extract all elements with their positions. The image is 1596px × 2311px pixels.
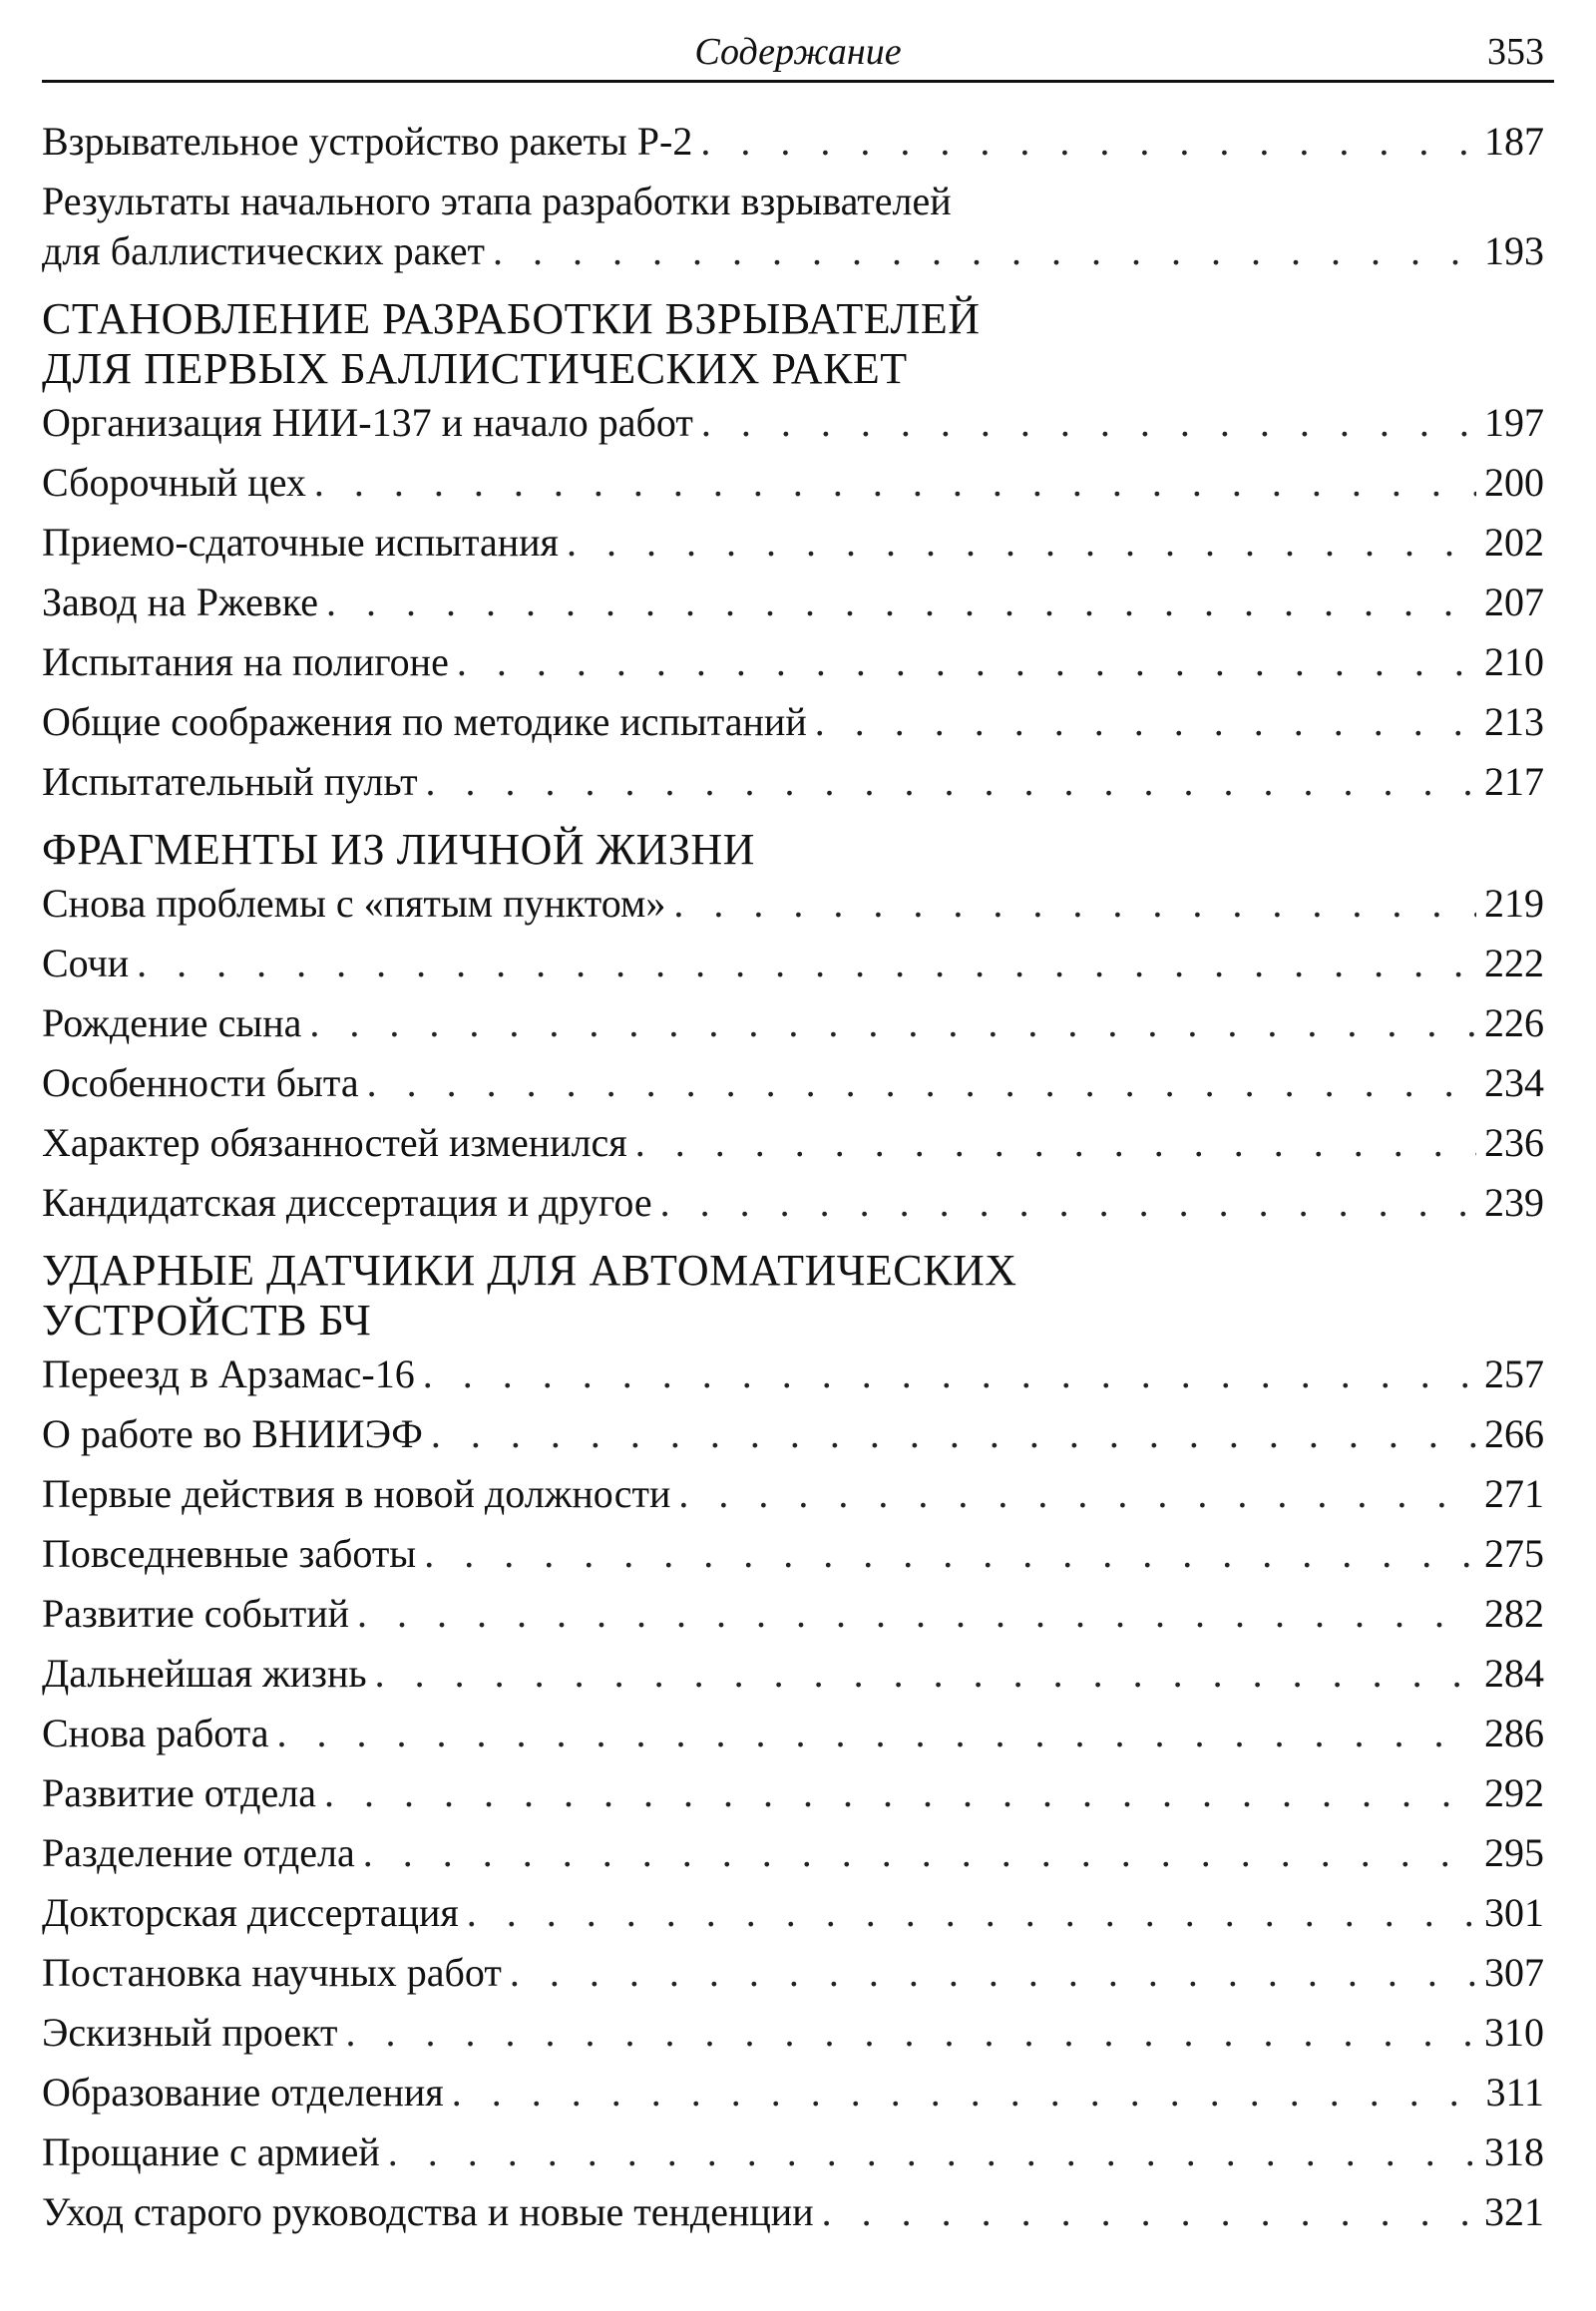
toc-entry xyxy=(42,757,1554,807)
toc-entry xyxy=(42,398,1554,448)
section-heading-line: СТАНОВЛЕНИЕ РАЗРАБОТКИ ВЗРЫВАТЕЛЕЙ xyxy=(42,294,981,343)
toc-entry-title: Снова работа xyxy=(42,1711,269,1755)
toc-entry-page: 222 xyxy=(1484,941,1544,985)
dot-leader xyxy=(346,2008,1476,2058)
toc-entry xyxy=(42,1178,1554,1228)
dot-leader xyxy=(424,1529,1476,1579)
toc-entry xyxy=(42,458,1554,508)
running-title: Содержание xyxy=(694,31,902,73)
toc-entry xyxy=(42,518,1554,568)
toc-entry xyxy=(42,578,1554,627)
dot-leader xyxy=(815,697,1476,747)
dot-leader xyxy=(567,518,1476,568)
toc-entry-page: 295 xyxy=(1484,1830,1544,1875)
table-of-contents xyxy=(42,117,1554,2237)
dot-leader xyxy=(388,2127,1476,2177)
dot-leader xyxy=(326,578,1476,627)
toc-entry-title: Завод на Ржевке xyxy=(42,579,318,624)
toc-entry-page: 321 xyxy=(1484,2189,1544,2234)
dot-leader xyxy=(309,998,1476,1048)
toc-entry xyxy=(42,1409,1554,1459)
toc-entry-title: Рождение сына xyxy=(42,1000,302,1045)
dot-leader xyxy=(363,1828,1476,1878)
toc-entry-page: 234 xyxy=(1484,1060,1544,1105)
toc-entry-title: Развитие отдела xyxy=(42,1770,316,1815)
section-heading xyxy=(42,294,1554,394)
section-heading-line: ФРАГМЕНТЫ ИЗ ЛИЧНОЙ ЖИЗНИ xyxy=(42,825,755,874)
toc-entry xyxy=(42,1709,1554,1758)
toc-entry-title: Переезд в Арзамас-16 xyxy=(42,1351,415,1396)
toc-entry-page: 197 xyxy=(1484,400,1544,445)
dot-leader xyxy=(493,226,1476,276)
toc-entry-title: Общие соображения по методике испытаний xyxy=(42,699,807,744)
toc-entry xyxy=(42,879,1554,929)
toc-entry-title: Прощание с армией xyxy=(42,2129,380,2174)
section-heading-line: ДЛЯ ПЕРВЫХ БАЛЛИСТИЧЕСКИХ РАКЕТ xyxy=(42,344,908,393)
toc-entry-page: 301 xyxy=(1484,1890,1544,1935)
dot-leader xyxy=(678,1469,1476,1519)
running-header xyxy=(42,30,1554,83)
toc-entry-page: 213 xyxy=(1484,699,1544,744)
dot-leader xyxy=(314,458,1476,508)
toc-entry-page: 226 xyxy=(1484,1000,1544,1045)
dot-leader xyxy=(452,2068,1478,2118)
toc-entry-title: Взрывательное устройство ракеты Р-2 xyxy=(42,119,693,164)
dot-leader xyxy=(673,879,1476,929)
toc-entry-title: О работе во ВНИИЭФ xyxy=(42,1411,423,1456)
dot-leader xyxy=(277,1709,1477,1758)
toc-entry-title: Испытательный пульт xyxy=(42,759,418,804)
toc-entry-page: 217 xyxy=(1484,759,1544,804)
toc-entry xyxy=(42,1469,1554,1519)
toc-entry-title: Испытания на полигоне xyxy=(42,639,449,684)
toc-entry-page: 200 xyxy=(1484,460,1544,505)
toc-entry-page: 202 xyxy=(1484,520,1544,565)
section-heading-line: УДАРНЫЕ ДАТЧИКИ ДЛЯ АВТОМАТИЧЕСКИХ xyxy=(42,1246,1017,1295)
toc-entry-page: 311 xyxy=(1485,2070,1544,2115)
toc-entry-page: 282 xyxy=(1484,1591,1544,1636)
toc-entry-title: Образование отделения xyxy=(42,2070,444,2115)
dot-leader xyxy=(701,398,1476,448)
toc-entry-title: Сборочный цех xyxy=(42,460,306,505)
toc-entry xyxy=(42,2127,1554,2177)
toc-entry xyxy=(42,1349,1554,1399)
toc-entry-page: 307 xyxy=(1484,1950,1544,1995)
toc-entry-page: 275 xyxy=(1484,1531,1544,1576)
toc-entry-page: 286 xyxy=(1484,1711,1544,1755)
toc-entry-page: 187 xyxy=(1484,119,1544,164)
dot-leader xyxy=(510,1948,1476,1998)
dot-leader xyxy=(426,757,1476,807)
toc-entry-page: 236 xyxy=(1484,1120,1544,1165)
toc-entry xyxy=(42,2008,1554,2058)
dot-leader xyxy=(375,1649,1476,1699)
dot-leader xyxy=(635,1118,1476,1168)
toc-entry-title: Повседневные заботы xyxy=(42,1531,417,1576)
section-heading-line: УСТРОЙСТВ БЧ xyxy=(42,1296,372,1345)
toc-entry xyxy=(42,637,1554,687)
dot-leader xyxy=(457,637,1476,687)
dot-leader xyxy=(423,1349,1476,1399)
toc-entry-page: 292 xyxy=(1484,1770,1544,1815)
toc-entry-title: Эскизный проект xyxy=(42,2010,338,2055)
toc-entry-page: 210 xyxy=(1484,639,1544,684)
toc-entry-page: 266 xyxy=(1484,1411,1544,1456)
toc-entry-title-line1: Результаты начального этапа разработки взрывателей xyxy=(42,179,952,223)
toc-entry-title: Приемо-сдаточные испытания xyxy=(42,520,559,565)
toc-entry xyxy=(42,1948,1554,1998)
toc-entry-page: 207 xyxy=(1484,579,1544,624)
toc-entry-page: 219 xyxy=(1484,881,1544,926)
toc-entry xyxy=(42,177,1554,276)
toc-entry xyxy=(42,1888,1554,1938)
dot-leader xyxy=(700,117,1476,167)
toc-entry-title: Уход старого руководства и новые тенденции xyxy=(42,2189,814,2234)
toc-sections xyxy=(42,294,1554,2237)
toc-entry xyxy=(42,117,1554,167)
toc-entry-title: Особенности быта xyxy=(42,1060,359,1105)
section-heading xyxy=(42,825,1554,875)
toc-entry-page: 257 xyxy=(1484,1351,1544,1396)
page-number: 353 xyxy=(1487,31,1544,73)
toc-entry xyxy=(42,998,1554,1048)
toc-entry xyxy=(42,1649,1554,1699)
dot-leader xyxy=(467,1888,1476,1938)
toc-entry xyxy=(42,1058,1554,1108)
toc-entry xyxy=(42,1118,1554,1168)
toc-entry-title: Организация НИИ-137 и начало работ xyxy=(42,400,693,445)
toc-entry-page: 318 xyxy=(1484,2129,1544,2174)
toc-entry xyxy=(42,1828,1554,1878)
toc-entry xyxy=(42,697,1554,747)
toc-entry-title: Сочи xyxy=(42,941,130,985)
dot-leader xyxy=(822,2187,1476,2237)
toc-entry xyxy=(42,2187,1554,2237)
toc-entry-title: Постановка научных работ xyxy=(42,1950,502,1995)
toc-entry-title: Снова проблемы с «пятым пунктом» xyxy=(42,881,666,926)
toc-entry-page: 271 xyxy=(1484,1471,1544,1516)
toc-entry-title: Разделение отдела xyxy=(42,1830,355,1875)
toc-entry-title: Первые действия в новой должности xyxy=(42,1471,671,1516)
toc-entry-title-line2: для баллистических ракет xyxy=(42,228,486,273)
toc-entry-page: 239 xyxy=(1484,1180,1544,1225)
toc-entry-title: Докторская диссертация xyxy=(42,1890,459,1935)
toc-entry xyxy=(42,2068,1554,2118)
dot-leader xyxy=(660,1178,1476,1228)
toc-entry xyxy=(42,1529,1554,1579)
section-heading xyxy=(42,1246,1554,1346)
toc-entry xyxy=(42,1589,1554,1639)
dot-leader xyxy=(137,939,1476,988)
dot-leader xyxy=(324,1768,1476,1818)
toc-entry xyxy=(42,1768,1554,1818)
toc-entry-page: 310 xyxy=(1484,2010,1544,2055)
dot-leader xyxy=(431,1409,1476,1459)
toc-entry-page: 193 xyxy=(1484,228,1544,273)
dot-leader xyxy=(357,1589,1476,1639)
toc-entry-title: Кандидатская диссертация и другое xyxy=(42,1180,652,1225)
toc-entry xyxy=(42,939,1554,988)
toc-entry-page: 284 xyxy=(1484,1651,1544,1696)
toc-entry-title: Развитие событий xyxy=(42,1591,350,1636)
toc-entry-title: Дальнейшая жизнь xyxy=(42,1651,367,1696)
toc-entry-title: Характер обязанностей изменился xyxy=(42,1120,627,1165)
dot-leader xyxy=(367,1058,1476,1108)
